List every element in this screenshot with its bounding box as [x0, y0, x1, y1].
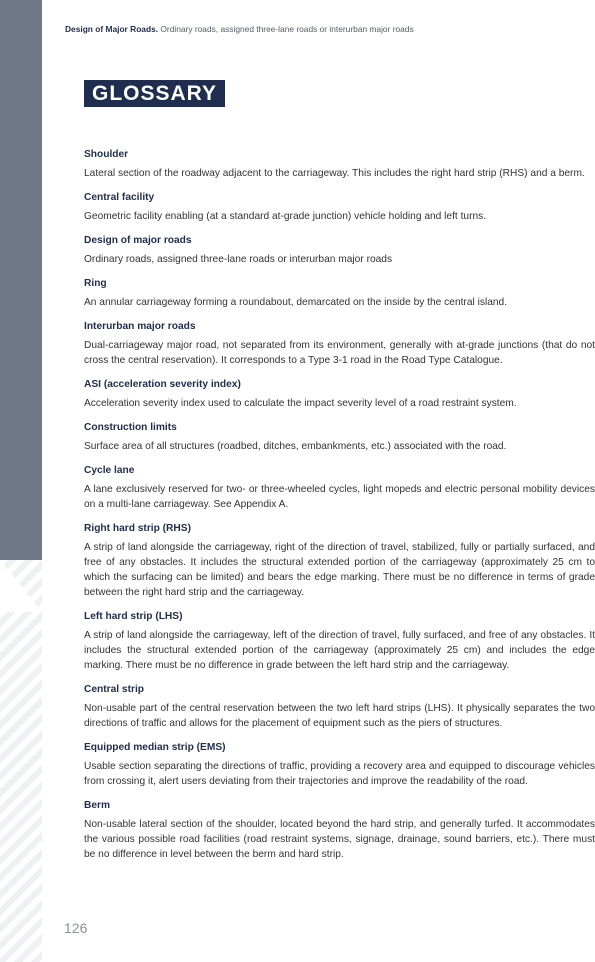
glossary-term: Design of major roads [84, 235, 192, 246]
glossary-term: Central strip [84, 684, 145, 695]
glossary-definition: Lateral section of the roadway adjacent to the carriageway. This includes the right hard strip (RHS) and a berm. [84, 168, 585, 179]
glossary-entry [84, 610, 595, 673]
glossary-entry [84, 464, 595, 512]
glossary-term: Ring [84, 278, 107, 289]
glossary-entry [84, 683, 595, 731]
glossary-term: Right hard strip (RHS) [84, 523, 191, 534]
glossary-term: Left hard strip (LHS) [84, 611, 183, 622]
running-header-subtitle: Ordinary roads, assigned three-lane roads or interurban major roads [160, 24, 414, 34]
glossary-term: Equipped median strip (EMS) [84, 742, 226, 753]
glossary-entry [84, 522, 595, 600]
sidebar-stripes [0, 560, 42, 962]
glossary-entry [84, 277, 595, 310]
glossary-term: Interurban major roads [84, 321, 196, 332]
glossary-definition: Ordinary roads, assigned three-lane roads or interurban major roads [84, 254, 393, 265]
glossary-list [84, 148, 595, 872]
glossary-term: Berm [84, 800, 111, 811]
glossary-term: Shoulder [84, 149, 129, 160]
page-number: 126 [64, 920, 88, 936]
glossary-entry [84, 234, 595, 267]
glossary-definition: Surface area of all structures (roadbed, ditches, embankments, etc.) associated with the road. [84, 441, 507, 452]
glossary-definition: A lane exclusively reserved for two- or three-wheeled cycles, light mopeds and electric personal mobility devices on a multi-lane carriageway. See Appendix A. [84, 484, 595, 510]
glossary-definition: Acceleration severity index used to calculate the impact severity level of a road restraint system. [84, 398, 517, 409]
glossary-term: Cycle lane [84, 465, 135, 476]
running-header [65, 24, 414, 34]
glossary-entry [84, 741, 595, 789]
glossary-entry [84, 191, 595, 224]
glossary-entry [84, 421, 595, 454]
glossary-definition: Non-usable part of the central reservation between the two left hard strips (LHS). It physically separates the two directions of traffic and allows for the placement of equipment such as the piers of structures. [84, 703, 595, 729]
page-title: GLOSSARY [84, 80, 225, 107]
glossary-term: ASI (acceleration severity index) [84, 379, 241, 390]
glossary-definition: A strip of land alongside the carriageway, right of the direction of travel, stabilized, fully or partially surfaced, and free of any obstacles. It includes the structural extended portion of the carriageway (approximately 25 cm to which the surfacing can be limited) and bears the edge marking. There must be no difference in terms of grade between the right hard strip and the carriageway. [84, 542, 595, 598]
glossary-term: Construction limits [84, 422, 177, 433]
glossary-entry [84, 320, 595, 368]
running-header-title: Design of Major Roads. [65, 24, 159, 34]
glossary-definition: A strip of land alongside the carriageway, left of the direction of travel, fully surfaced, and free of any obstacles. It includes the structural extended portion of the carriageway (approximately 25 cm) and includes the edge marking. There must be no difference in grade between the left hard strip and the carriageway. [84, 630, 595, 671]
glossary-definition: Dual-carriageway major road, not separated from its environment, generally with at-grade junctions (that do not cross the central reservation). It corresponds to a Type 3-1 road in the Road Type Catalogue. [84, 340, 595, 366]
glossary-term: Central facility [84, 192, 155, 203]
glossary-entry [84, 799, 595, 862]
glossary-definition: Usable section separating the directions of traffic, providing a recovery area and equipped to discourage vehicles from crossing it, alert users deviating from their trajectories and improve the readability of the road. [84, 761, 595, 787]
glossary-entry [84, 378, 595, 411]
glossary-definition: Non-usable lateral section of the shoulder, located beyond the hard strip, and generally turfed. It accommodates the various possible road facilities (road restraint systems, signage, drainage, sound barriers, etc.). There must be no difference in level between the berm and hard strip. [84, 819, 595, 860]
glossary-definition: Geometric facility enabling (at a standard at-grade junction) vehicle holding and left turns. [84, 211, 487, 222]
glossary-entry [84, 148, 595, 181]
glossary-definition: An annular carriageway forming a roundabout, demarcated on the inside by the central island. [84, 297, 508, 308]
sidebar-notch [0, 560, 42, 612]
